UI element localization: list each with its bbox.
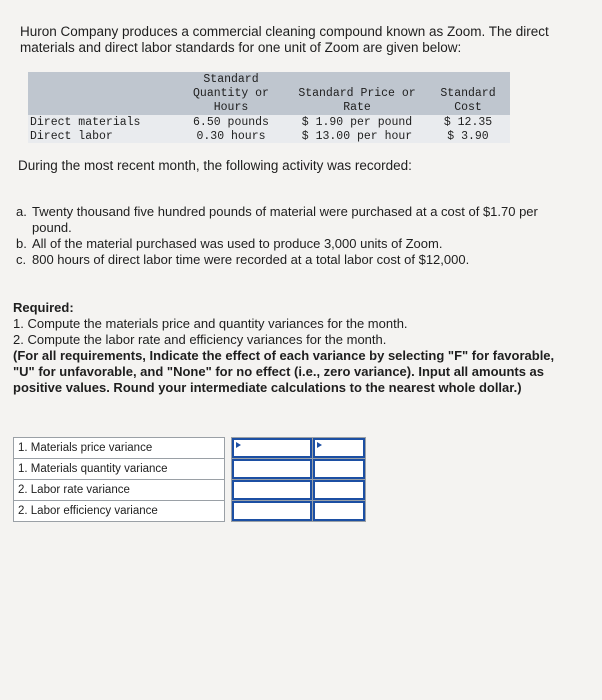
amount-input[interactable] (232, 501, 312, 521)
list-text: All of the material purchased was used to produce 3,000 units of Zoom. (32, 236, 443, 251)
effect-select[interactable] (313, 501, 365, 521)
list-item (16, 204, 576, 236)
list-letter: c. (16, 252, 27, 267)
amount-input[interactable] (232, 480, 312, 500)
variance-label: 1. Materials quantity variance (14, 459, 225, 480)
header-cost-line1: Standard (440, 87, 496, 100)
effect-select[interactable] (313, 438, 365, 458)
header-price-line2: Rate (343, 101, 371, 114)
variance-label: 2. Labor rate variance (14, 480, 225, 501)
list-letter: a. (16, 204, 27, 219)
required-item: 2. Compute the labor rate and efficiency variances for the month. (13, 332, 387, 347)
row-label: Direct labor (30, 130, 113, 143)
list-text: Twenty thousand five hundred pounds of material were purchased at a cost of $1.70 per pound. (32, 204, 538, 235)
table-row (14, 438, 366, 459)
row-cost: $ 3.90 (447, 130, 489, 143)
header-cost-line2: Cost (454, 101, 482, 114)
required-title: Required: (13, 300, 74, 315)
problem-intro: Huron Company produces a commercial cleaning compound known as Zoom. The direct materials and direct labor standards for one unit of Zoom are given below: (20, 24, 549, 55)
activity-intro: During the most recent month, the following activity was recorded: (18, 158, 412, 173)
variance-label: 2. Labor efficiency variance (14, 501, 225, 522)
effect-select[interactable] (313, 480, 365, 500)
amount-input[interactable] (232, 438, 312, 458)
header-price-line1: Standard Price or (298, 87, 416, 100)
required-item: 1. Compute the materials price and quantity variances for the month. (13, 316, 408, 331)
effect-select[interactable] (313, 459, 365, 479)
row-cost: $ 12.35 (443, 116, 493, 129)
list-item (16, 252, 576, 268)
row-price: $ 13.00 per hour (301, 130, 413, 143)
table-row (14, 480, 366, 501)
activity-list (16, 204, 576, 268)
list-item (16, 236, 576, 252)
table-row (14, 459, 366, 480)
row-label: Direct materials (30, 116, 141, 129)
required-instructions: (For all requirements, Indicate the effect of each variance by selecting "F" for favorable, "U" for unfavorable, and "None" for no effect (i.e., zero variance). Input all amounts as positive values. Round your intermediate calculations to the nearest whole dollar.) (13, 348, 555, 395)
variance-label: 1. Materials price variance (14, 438, 225, 459)
row-qty: 0.30 hours (196, 130, 266, 143)
row-qty: 6.50 pounds (193, 116, 269, 129)
header-qty-line2: Quantity or (193, 87, 269, 100)
required-section (13, 300, 573, 396)
answer-table (13, 437, 366, 522)
table-row (14, 501, 366, 522)
caret-icon (317, 442, 322, 448)
caret-icon (236, 442, 241, 448)
amount-input[interactable] (232, 459, 312, 479)
row-price: $ 1.90 per pound (301, 116, 413, 129)
list-text: 800 hours of direct labor time were recorded at a total labor cost of $12,000. (32, 252, 470, 267)
header-qty-line3: Hours (213, 101, 249, 114)
list-letter: b. (16, 236, 27, 251)
header-qty-line1: Standard (203, 73, 259, 86)
standards-table (28, 72, 510, 142)
